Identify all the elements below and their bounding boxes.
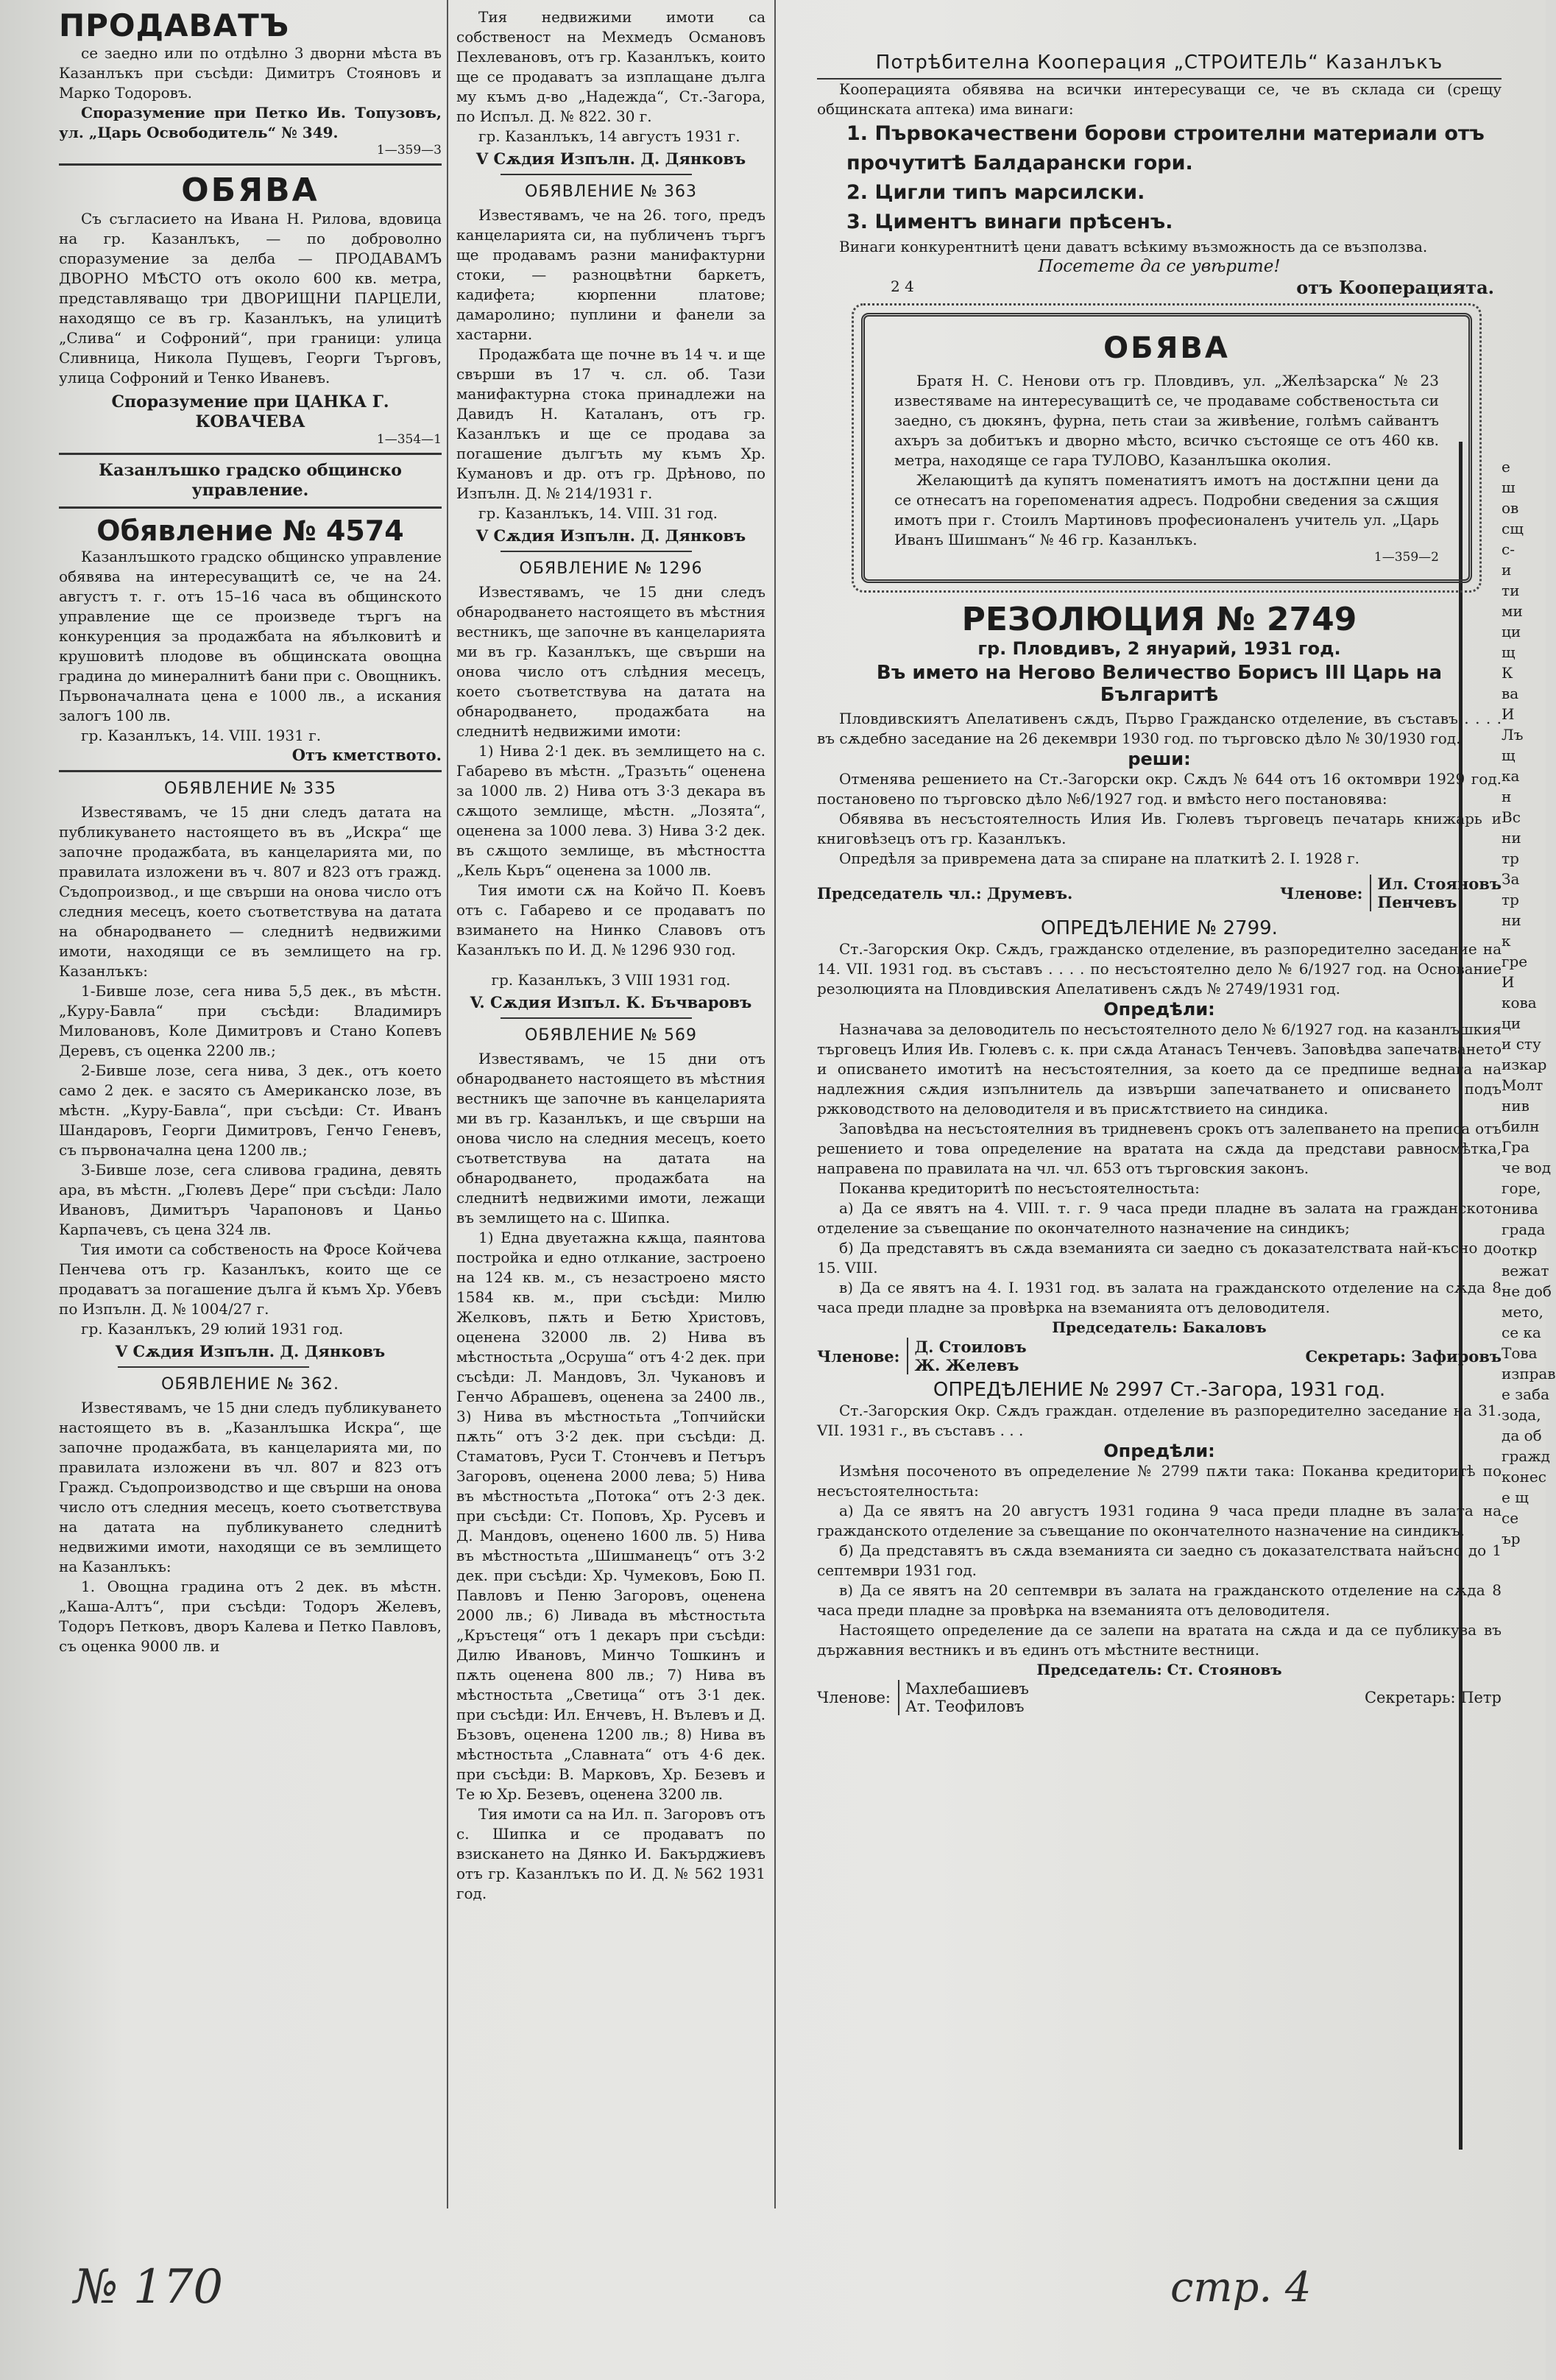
member: Д. Стоиловъ xyxy=(914,1338,1027,1356)
framed-ad xyxy=(861,313,1472,583)
edge-fragment: тр xyxy=(1502,850,1519,867)
column-4-edge xyxy=(1502,456,1556,1549)
member: Ат. Теофиловъ xyxy=(905,1698,1025,1715)
chair: Председатель: Ст. Стояновъ xyxy=(1036,1661,1282,1678)
edge-fragment: ни xyxy=(1502,829,1521,847)
ad-sign: V. Сѫдия Изпъл. К. Бъчваровъ xyxy=(470,993,752,1011)
coop-visit: Посетете да се увѣрите! xyxy=(1038,257,1281,276)
ad-date: гр. Казанлъкъ, 29 юлий 1931 год. xyxy=(81,1320,344,1338)
determination-text: Настоящето определение да се залепи на вратата на сѫда и да се публикува въ държавния вестникъ и въ единъ отъ мѣстните вестници. xyxy=(817,1621,1502,1659)
edge-fragment: К xyxy=(1502,664,1513,682)
resolution-text: Опредѣля за привремена дата за спиране на платкитѣ 2. I. 1928 г. xyxy=(839,850,1359,867)
determination-item: а) Да се явятъ на 20 августъ 1931 година 9 часа преди пладне въ залата на гражданското отделение за съвещание по окончателното назначение на синдикъ. xyxy=(817,1502,1502,1539)
determination-decides: Опредѣли: xyxy=(1103,999,1215,1020)
edge-fragment: ва xyxy=(1502,685,1519,702)
members-label: Членове: xyxy=(1279,883,1363,903)
ad-sign: V Сѫдия Изпълн. Д. Дянковъ xyxy=(115,1342,386,1360)
resolution xyxy=(817,601,1502,911)
ad-title: ОБЯВА xyxy=(1103,331,1230,365)
determination-intro: Ст.-Загорския Окр. Сѫдъ граждан. отделение въ разпоредително заседание на 31. VII. 1931 г., въ съставъ . . . xyxy=(817,1402,1502,1439)
ad-ref: 1—354—1 xyxy=(376,432,442,447)
resolution-court: Пловдивскиятъ Апелативенъ сѫдъ, Първо Гражданско отделение, въ съставъ . . . . въ сѫдебно заседание на 26 декември 1930 год. по търговско дѣло № 30/1930 год. xyxy=(817,710,1502,747)
member: Махлебашиевъ xyxy=(905,1680,1029,1698)
edge-fragment: нив xyxy=(1502,1097,1530,1115)
determination-text: Поканва кредиторитѣ по несъстоятелностьта: xyxy=(839,1179,1200,1197)
resolution-text: Обявява въ несъстоятелность Илия Ив. Гюлевъ търговецъ печатарь книжарь и книговѣзецъ отъ гр. Казанлъкъ. xyxy=(817,810,1502,847)
column-2 xyxy=(456,0,765,1904)
ad-body: Известявамъ, че 15 дни следъ датата на публикуването настоящето въ въ „Искра“ ще започне продажбата, въ канцеларията ми, по правилата изложени въ ч. 807 и 823 отъ гражд. Съдопроизвод., и ще свърши на онова число отъ следния месецъ, което съответствува на датата на обнародването — следнитѣ недвижими имоти, находящи се въ землището на гр. Казанлъкъ: xyxy=(59,803,442,980)
edge-fragment: к xyxy=(1502,932,1511,950)
ad-date: гр. Казанлъкъ, 14. VIII. 31 год. xyxy=(478,504,718,522)
chair: Председатель: Бакаловъ xyxy=(1052,1318,1267,1336)
coop-item: 1. Първокачествени борови строителни материали отъ прочутитѣ Балдарански гори. xyxy=(846,122,1485,174)
members-label: Членове: xyxy=(817,1346,900,1366)
ad-item: 2-Бивше лозе, сега нива, 3 дек., отъ което само 2 дек. е засято съ Американско лозе, въ мѣстн. „Куру-Бавла“, при съсѣди: Ст. Иванъ Шандаровъ, Георги Димитровъ, Генчо Геневъ, съ първоначална цена 1200 лв.; xyxy=(59,1062,442,1159)
ad-sign: V Сѫдия Изпълн. Д. Дянковъ xyxy=(475,526,746,545)
determination-title: ОПРЕДѢЛЕНИЕ № 2799. xyxy=(1041,917,1278,939)
resolution-name: Въ името на Негово Величество Борисъ III Царь на Българитѣ xyxy=(876,662,1443,706)
ad-tail: Тия имоти са на Ил. п. Загоровъ отъ с. Шипка и се продаватъ по взискането на Дянко И. Бакърджиевъ отъ гр. Казанлъкъ по И. Д. № 562 1931 год. xyxy=(456,1805,765,1902)
edge-fragment: Това xyxy=(1502,1344,1538,1362)
determination-decides: Опредѣли: xyxy=(1103,1441,1215,1461)
edge-fragment: е заба xyxy=(1502,1385,1549,1403)
ad-obyava xyxy=(59,172,442,447)
determination-text: Назначава за деловодитель по несъстоятелното дело № 6/1927 год. на казанлъшкия търговецъ Илия Ив. Гюлевъ с. к. при сѫда Атанасъ Тенчевъ. Заповѣдва запечатването и описването имотитѣ на несъстоятелния, за което да се предпише веднага на надлежния сѫдия изпълнитель да извърши запечатването и описването подъ ржководството на деловодителя и въ присѫтствието на синдика. xyxy=(817,1020,1502,1117)
ad-date: гр. Казанлъкъ, 3 VIII 1931 год. xyxy=(491,971,731,989)
ad-continued xyxy=(456,7,765,168)
edge-fragment: ш xyxy=(1502,479,1516,496)
determination-signatures xyxy=(817,1338,1502,1374)
ad-body: Известявамъ, че на 26. того, предъ канцеларията си, на публиченъ търгъ ще продавамъ разни манифактурни стоки, — разноцвѣтни баркетъ, кадифета; кюрпенни платове; дамаролино; пуплини и фанели за хастарни. xyxy=(456,206,765,343)
edge-fragment: че вод xyxy=(1502,1159,1552,1176)
column-divider xyxy=(447,0,448,2208)
edge-fragment: билн xyxy=(1502,1117,1540,1135)
ad-335 xyxy=(59,780,442,1360)
edge-fragment: града xyxy=(1502,1221,1546,1238)
ad-body: Тия недвижими имоти са собственост на Мехмедъ Османовъ Пехлевановъ, отъ гр. Казанлъкъ, които ще се продаватъ за изплащане дълга му къмъ д-во „Надежда“, Ст.-Загора, по Испъл. Д. № 822. 30 г. xyxy=(456,8,765,125)
handwritten-page: стр. 4 xyxy=(1170,2264,1312,2312)
edge-fragment: Вс xyxy=(1502,808,1521,826)
edge-fragment: ка xyxy=(1502,767,1520,785)
edge-fragment: И xyxy=(1502,705,1515,723)
ad-prodavat xyxy=(59,7,442,158)
resolution-signatures xyxy=(817,875,1502,911)
ad-body: Казанлъшкото градско общинско управление обявява на интересуващитѣ се, че на 24. августъ т. г. отъ 15–16 часа въ общинското управление ще се произведе търгъ на конкуренция за продажбата на ябълковитѣ и крушовитѣ плодове въ общинската овощна градина до минералнитѣ бани при с. Овощникъ. Първоначалната цена е 1000 лв., а искания залогъ 100 лв. xyxy=(59,548,442,724)
resolution-title: РЕЗОЛЮЦИЯ № 2749 xyxy=(961,601,1357,638)
edge-fragment: гре xyxy=(1502,953,1528,970)
edge-fragment: И xyxy=(1502,973,1515,991)
edge-fragment: да об xyxy=(1502,1427,1542,1444)
edge-fragment: с- xyxy=(1502,540,1515,558)
ad-contact: Споразумение при Петко Ив. Топузовъ, ул. „Царь Освободитель“ № 349. xyxy=(59,104,442,141)
ad-date: гр. Казанлъкъ, 14 августъ 1931 г. xyxy=(478,127,740,145)
ad-ref: 1—359—3 xyxy=(376,143,442,158)
resolution-text: Отменява решението на Ст.-Загорски окр. Сѫдъ № 644 отъ 16 октомври 1929 год. постановено по търговско дѣло №6/1927 год. и вмѣсто него постановява: xyxy=(817,770,1502,808)
edge-fragment: кова xyxy=(1502,994,1537,1011)
column-divider xyxy=(774,0,776,2208)
ad-body: Известявамъ, че 15 дни отъ обнародването настоящето въ мѣстния вестникъ ще започне въ канцеларията ми въ гр. Казанлъкъ, и ще свърши на онова число на следния месецъ, което съответствува на датата на обнародването, продажбата на следнитѣ недвижими имоти, лежащи въ землището на с. Шипка. xyxy=(456,1050,765,1226)
member: Пенчевъ xyxy=(1377,893,1457,911)
resolution-place: гр. Пловдивъ, 2 януарий, 1931 год. xyxy=(977,638,1341,659)
edge-fragment: нива xyxy=(1502,1200,1538,1218)
edge-fragment: щ xyxy=(1502,643,1516,661)
coop-ref: 2 4 xyxy=(891,278,914,295)
ad-title: ОБЯВЛЕНИЕ № 335 xyxy=(164,780,336,798)
ad-items: 1) Една двуетажна кѫща, паянтова постройка и едно отлкание, застроено на 124 кв. м., съ незастроено място 1584 кв. м., при съсѣди: Милю Желковъ, пѫть и Бетю Христовъ, оценена 32000 лв. 2) Нива въ мѣстностьта „Осруша“ отъ 4·2 дек. при съсѣди: Л. Мандовъ, Зл. Чукановъ и Генчо Абрашевъ, оценена за 2400 лв., 3) Нива въ мѣстностьта „Топчийски пѫть“ отъ 3·2 дек. при съсѣди: Д. Стаматовъ, Руси Т. Стончевъ и Петъръ Загоровъ, оценена 2000 лева; 5) Нива въ мѣстностьта „Потока“ отъ 2·3 дек. при съсѣди: Ст. Поповъ, Хр. Русевъ и Д. Мандовъ, оценено 1600 лв. 5) Нива въ мѣстностьта „Шишманецъ“ отъ 3·2 дек. при съсѣди: Хр. Чумековъ, Бою П. Павловъ и Пеню Загоровъ, оценена 2000 лв.; 6) Ливада въ мѣстностьта „Кръстеця“ отъ 1 декаръ при съсѣди: Дилю Ивановъ, Минчо Тошкинъ и пѫть оценена 800 лв.; 7) Нива въ мѣстностьта „Светица“ отъ 3·1 дек. при съсѣди: Ил. Енчевъ, Н. Вълевъ и Д. Бъзовъ, оценена 1200 лв.; 8) Нива въ мѣстностьта „Славната“ отъ 4·6 дек. при съсѣди: В. Марковъ, Хр. Безевъ и Те ю Хр. Безевъ, оценена 3200 лв. xyxy=(456,1229,765,1803)
determination-signatures xyxy=(817,1680,1502,1715)
members-label: Членове: xyxy=(817,1689,891,1706)
ad-4574 xyxy=(59,515,442,764)
determination-item: б) Да представятъ въ сѫда вземанията си заедно съ доказателствата найъсно до 1 септември 1931 год. xyxy=(817,1542,1502,1579)
coop-sign: отъ Кооперацията. xyxy=(1296,277,1494,298)
ad-1296 xyxy=(456,559,765,1011)
ad-item: 1. Овощна градина отъ 2 дек. въ мѣстн. „Каша-Алтъ“, при съсѣди: Тодоръ Желевъ, Тодоръ Петковъ, дворъ Калева и Петко Павловъ, съ оценка 9000 лв. и xyxy=(59,1578,442,1655)
ad-item: 1-Бивше лозе, сега нива 5,5 дек., въ мѣстн. „Куру-Бавла“ при съсѣди: Владимиръ Миловановъ, Коле Димитровъ и Стано Копевъ Деревъ, съ оценка 2200 лв.; xyxy=(59,982,442,1059)
ad-items: 1) Нива 2·1 дек. въ землището на с. Габарево въ мѣстн. „Тразъть“ оценена за 1000 лв. 2) Нива отъ 3·3 декара въ сѫщото землище, мѣстн. „Лозята“, оценена за 1000 лева. 3) Нива 3·2 дек. въ сѫщото землище, въ мѣстността „Кель Кьръ“ оценена за 1000 лв. xyxy=(456,742,765,879)
edge-fragment: За xyxy=(1502,870,1520,888)
edge-fragment: ов xyxy=(1502,499,1519,517)
member: Ил. Стояновъ xyxy=(1377,875,1502,893)
edge-fragment: гражд xyxy=(1502,1447,1550,1465)
edge-fragment: мето, xyxy=(1502,1303,1543,1321)
edge-fragment: изкар xyxy=(1502,1056,1547,1073)
edge-fragment: горе, xyxy=(1502,1179,1541,1197)
ad-title: ОБЯВЛЕНИЕ № 1296 xyxy=(519,559,703,578)
ad-sign: V Сѫдия Изпълн. Д. Дянковъ xyxy=(475,149,746,168)
edge-fragment: Гра xyxy=(1502,1138,1530,1156)
ad-body: Продажбата ще почне въ 14 ч. и ще свърши въ 17 ч. сл. об. Тази манифактурна стока принадлежи на Давидъ Н. Каталанъ, отъ гр. Казанлъкъ и ще се продава за погашение дългъть му къмъ Хр. Кумановъ и др. отъ гр. Дрѣново, по Изпълн. Д. № 214/1931 г. xyxy=(456,345,765,502)
ad-body: Известявамъ, че 15 дни следъ публикуването настоящето въ в. „Казанлъшка Искра“, ще започне продажбата, въ канцеларията ми, по правилата изложени въ чл. 807 и 823 отъ Гражд. Съдопроизводство и ще свърши на онова число отъ следния месецъ, което съответствува на датата на публикуването следнитѣ недвижими имоти, находящи се въ землището на Казанлъкъ: xyxy=(59,1399,442,1575)
ad-item: 3-Бивше лозе, сега сливова градина, девять ара, въ мѣстн. „Гюлевъ Дере“ при съсѣди: Лало Ивановъ, Димитъръ Чарапоновъ и Цаньо Карпачевъ, съ цена 324 лв. xyxy=(59,1161,442,1238)
edge-fragment: ти xyxy=(1502,582,1520,599)
ad-body: Желающитѣ да купятъ поменатиятъ имотъ на достѫпни цени да се отнесатъ на горепоменатия адресъ. Подробни сведения за сѫщия имотъ при г. Стоилъ Мартиновъ професионаленъ учитель ул. „Царь Иванъ Шишманъ“ № 46 гр. Казанлъкъ. xyxy=(894,471,1439,548)
office-name: Казанлъшко градско общинско управление. xyxy=(99,461,402,500)
edge-fragment: е xyxy=(1502,458,1510,476)
ad-title: ПРОДАВАТЪ xyxy=(59,7,290,43)
determination-text: Измѣня посоченото въ определение № 2799 пѫти така: Поканва кредиторитѣ по несъстоятелностьта: xyxy=(817,1462,1502,1500)
member: Ж. Желевъ xyxy=(914,1356,1019,1374)
coop-note: Винаги конкурентнитѣ цени даватъ всѣкиму възможность да се възползва. xyxy=(839,238,1428,255)
ad-tail: Тия имоти сѫ на Койчо П. Коевъ отъ с. Габарево и се продаватъ по взимането на Нинко Славовъ отъ Казанлъкъ по И. Д. № 1296 930 год. xyxy=(456,881,765,958)
column-3 xyxy=(817,0,1502,1715)
determination-intro: Ст.-Загорския Окр. Сѫдъ, гражданско отделение, въ разпоредително заседание на 14. VII. 1931 год. въ съставъ . . . . по несъстоятелно дело № 6/1927 год. на Основание резолюцията на Пловдивския Апелативенъ сѫдъ № 2749/1931 год. xyxy=(817,940,1502,997)
edge-fragment: сщ xyxy=(1502,520,1524,537)
ad-title: Обявление № 4574 xyxy=(96,515,404,547)
ad-sign: Отъ кметството. xyxy=(291,746,442,764)
edge-fragment: изправ xyxy=(1502,1365,1556,1383)
edge-fragment: и сту xyxy=(1502,1035,1541,1053)
column-1 xyxy=(59,0,442,1656)
determination-item: в) Да се явятъ на 4. I. 1931 год. въ залата на гражданското отделение на сѫда 8 часа преди пладне за провѣрка на вземанията отъ деловодителя. xyxy=(817,1279,1502,1316)
edge-fragment: тр xyxy=(1502,891,1519,908)
coop-intro: Кооперацията обявява на всички интересуващи се, че въ склада си (срещу общинската аптека) има винаги: xyxy=(817,80,1502,118)
edge-fragment: Молт xyxy=(1502,1076,1543,1094)
edge-fragment: е щ xyxy=(1502,1489,1529,1506)
determination-2997 xyxy=(817,1379,1502,1715)
determination-item: а) Да се явятъ на 4. VIII. т. г. 9 часа преди пладне въ залата на гражданското отделение за съвещание по окончателното назначение на синдикъ; xyxy=(817,1199,1502,1237)
determination-2799 xyxy=(817,917,1502,1374)
edge-fragment: ър xyxy=(1502,1530,1521,1547)
ad-body: Съ съгласието на Ивана Н. Рилова, вдовица на гр. Казанлъкъ, — по доброволно споразумение за делба — ПРОДАВАМЪ ДВОРНО МѢСТО отъ около 600 кв. метра, представляващо три ДВОРИЩНИ ПАРЦЕЛИ, находящо се въ гр. Казанлъкъ, на улицитѣ „Слива“ и Софроний“, при граници: улица Сливница, Никола Пущевъ, Георги Търговъ, улица Софроний и Тенко Иваневъ. xyxy=(59,210,442,386)
edge-fragment: ми xyxy=(1502,602,1523,620)
edge-fragment: ни xyxy=(1502,911,1521,929)
edge-fragment: щ xyxy=(1502,746,1516,764)
ad-363 xyxy=(456,183,765,545)
determination-text: Заповѣдва на несъстоятелния въ тридневенъ срокъ отъ залепването на преписа отъ решението и това определение на вратата на сѫда да представи равносмѣтка, направена по правилата на чл. чл. 653 отъ търговския законъ. xyxy=(817,1120,1502,1177)
ad-569 xyxy=(456,1026,765,1904)
ad-title: ОБЯВА xyxy=(181,172,319,209)
determination-item: б) Да представятъ въ сѫда вземанията си заедно съ доказателствата най-късно до 15. VIII. xyxy=(817,1239,1502,1276)
ad-ref: 1—359—2 xyxy=(1373,550,1439,565)
edge-fragment: ци xyxy=(1502,1014,1521,1032)
resolution-decides: реши: xyxy=(1128,749,1191,769)
edge-fragment: откр xyxy=(1502,1241,1538,1259)
edge-fragment: вежат xyxy=(1502,1262,1549,1279)
edge-fragment: зода, xyxy=(1502,1406,1541,1424)
edge-fragment: не доб xyxy=(1502,1282,1552,1300)
coop-item: 3. Циментъ винаги прѣсенъ. xyxy=(846,211,1173,233)
handwritten-number: № 170 xyxy=(74,2260,224,2314)
ad-362 xyxy=(59,1375,442,1656)
ad-tail: Тия имоти са собственость на Фросе Койчева Пенчева отъ гр. Казанлъкъ, които ще се продаватъ за погашение дълга й къмъ Хр. Убевъ по Изпълн. Д. № 1004/27 г. xyxy=(59,1240,442,1318)
ad-body: Братя Н. С. Ненови отъ гр. Пловдивъ, ул. „Желѣзарска“ № 23 известяваме на интересуващитѣ се, че продаваме собственостьта си заедно, съ дюкянъ, фурна, петь стаи за живѣение, голѣмъ сайвантъ ахъръ за добитъкъ и дворно мѣсто, всичко състояще се отъ 460 кв. метра, находяще се гара ТУЛОВО, Казанлъшка околия. xyxy=(894,372,1439,469)
edge-fragment: конес xyxy=(1502,1468,1546,1486)
ad-body: Известявамъ, че 15 дни следъ обнародването настоящето въ мѣстния вестникъ, ще започне въ канцеларията ми въ гр. Казанлъкъ, ще свърши на онова число отъ слѣдния месецъ, което съответствува на датата на обнародването, продажбата на следнитѣ недвижими имоти: xyxy=(456,583,765,740)
secretary: Секретарь: Зафировъ xyxy=(1305,1346,1502,1366)
ad-date: гр. Казанлъкъ, 14. VIII. 1931 г. xyxy=(81,727,322,744)
ad-body: се заедно или по отдѣлно 3 дворни мѣста въ Казанлъкъ при съсѣди: Димитръ Стояновъ и Марко Тодоровъ. xyxy=(59,44,442,102)
coop-item: 2. Цигли типъ марсилски. xyxy=(846,181,1145,204)
edge-fragment: и xyxy=(1502,561,1512,579)
determination-item: в) Да се явятъ на 20 септември въ залата на гражданското отделение на сѫда 8 часа преди пладне за провѣрка на вземанията отъ деловодителя. xyxy=(817,1581,1502,1619)
coop-title: Потрѣбителна Кооперация „СТРОИТЕЛЬ“ Казанлъкъ xyxy=(817,52,1502,80)
coop-ad xyxy=(817,52,1502,298)
ad-title: ОБЯВЛЕНИЕ № 363 xyxy=(525,183,697,201)
secretary: Секретарь: Петр xyxy=(1364,1689,1502,1706)
edge-fragment: се ка xyxy=(1502,1324,1541,1341)
determination-title: ОПРЕДѢЛЕНИЕ № 2997 Ст.-Загора, 1931 год. xyxy=(933,1379,1386,1401)
ad-sign: Споразумение при ЦАНКА Г. КОВАЧЕВА xyxy=(111,392,389,431)
ad-title: ОБЯВЛЕНИЕ № 569 xyxy=(525,1026,697,1045)
chair: Председатель чл.: Друмевъ. xyxy=(817,883,1073,903)
ad-title: ОБЯВЛЕНИЕ № 362. xyxy=(161,1375,339,1394)
edge-fragment: ци xyxy=(1502,623,1521,640)
edge-fragment: се xyxy=(1502,1509,1519,1527)
edge-fragment: н xyxy=(1502,788,1512,805)
edge-fragment: Лъ xyxy=(1502,726,1524,744)
